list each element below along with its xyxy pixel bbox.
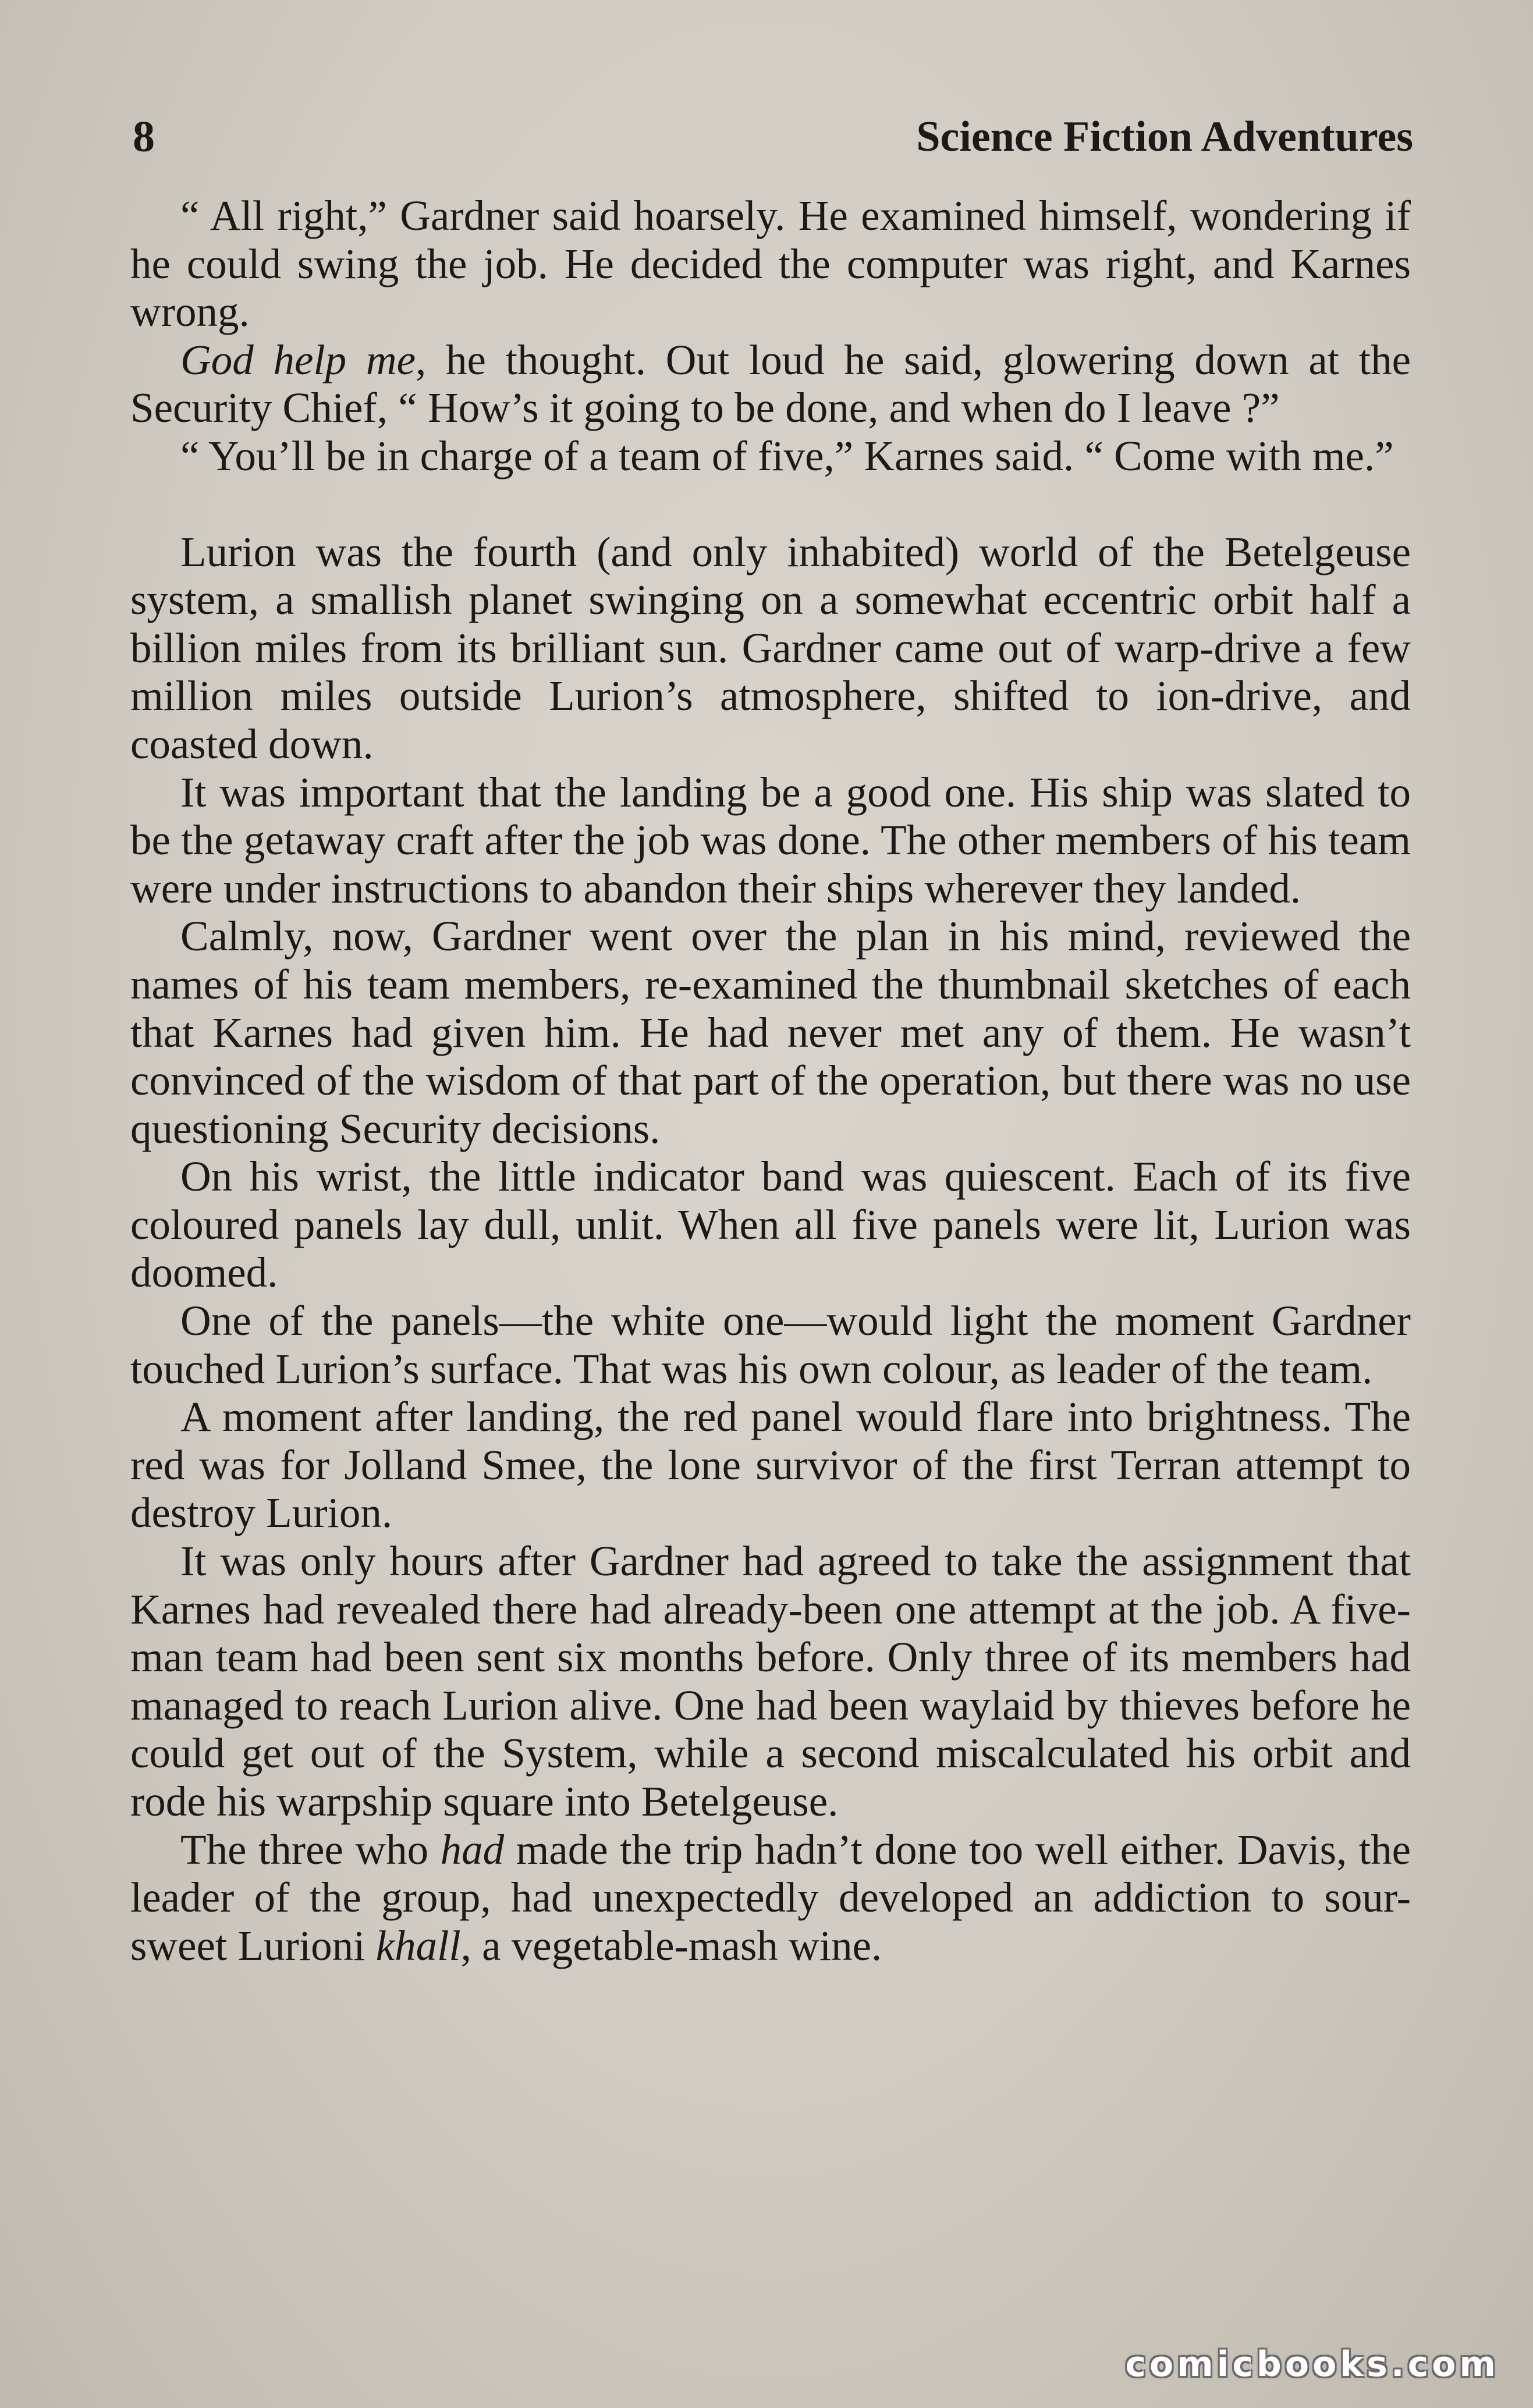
paragraph-11-italic-2: khall xyxy=(375,1922,461,1969)
running-head: Science Fiction Adventures xyxy=(916,113,1413,161)
paragraph-7 xyxy=(130,1153,1411,1297)
body-text xyxy=(130,192,1411,1970)
paragraph-5 xyxy=(130,769,1411,913)
paragraph-7-text: On his wrist, the little indicator band was quiescent. Each of its five coloured panels lay dull, unlit. When all five panels were lit, Lurion was doomed. xyxy=(130,1153,1411,1297)
paragraph-10-text: It was only hours after Gardner had agreed to take the assignment that Karnes had revealed there had already-been one attempt at the job. A five-man team had been sent six months before. Only three of its members had managed to reach Lurion alive. One had been waylaid by thieves before he could get out of the System, while a second miscalculated his orbit and rode his warpship square into Betelgeuse. xyxy=(130,1537,1411,1825)
paragraph-4-text: Lurion was the fourth (and only inhabited) world of the Betelgeuse system, a smallish planet swinging on a somewhat eccentric orbit half a billion miles from its brilliant sun. Gardner came out of warp-drive a few million miles outside Lurion’s atmosphere, shifted to ion-drive, and coasted down. xyxy=(130,528,1411,768)
paragraph-10 xyxy=(130,1537,1411,1826)
paragraph-2-text: , he thought. Out loud he said, glowering down at the Security Chief, “ How’s it going to be done, and when do I leave ?” xyxy=(130,336,1411,432)
paragraph-6 xyxy=(130,912,1411,1153)
paragraph-6-text: Calmly, now, Gardner went over the plan in his mind, reviewed the names of his team members, re-examined the thumbnail sketches of each that Karnes had given him. He had never met any of them. He wasn’t convinced of the wisdom of that part of the operation, but there was no use questioning Security decisions. xyxy=(130,912,1411,1152)
paragraph-3-text: “ You’ll be in charge of a team of five,” Karnes said. “ Come with me.” xyxy=(180,432,1394,480)
paragraph-4 xyxy=(130,528,1411,769)
paragraph-11-tail: , a vegetable-mash wine. xyxy=(460,1922,882,1969)
paragraph-11 xyxy=(130,1826,1411,1970)
paragraph-11-pre: The three who xyxy=(180,1825,441,1873)
page-header xyxy=(133,105,1413,169)
paragraph-11-text: made the trip hadn’t done too well either. Davis, the leader of the group, had unexpectedly developed an addiction to sour-sweet Lurioni xyxy=(130,1825,1411,1969)
paragraph-5-text: It was important that the landing be a good one. His ship was slated to be the getaway craft after the job was done. The other members of his team were under instructions to abandon their ships wherever they landed. xyxy=(130,768,1411,912)
paragraph-3 xyxy=(130,432,1411,481)
paragraph-2 xyxy=(130,336,1411,432)
paragraph-1-text: “ All right,” Gardner said hoarsely. He examined himself, wondering if he could swing the job. He decided the computer was right, and Karnes wrong. xyxy=(130,192,1411,336)
paragraph-1 xyxy=(130,192,1411,336)
page-number: 8 xyxy=(133,112,155,161)
paragraph-11-italic: had xyxy=(440,1825,505,1873)
paragraph-2-italic: God help me xyxy=(180,336,416,383)
paragraph-8 xyxy=(130,1297,1411,1393)
watermark-logo: comicbooks.com xyxy=(1125,2344,1499,2385)
paragraph-9 xyxy=(130,1393,1411,1537)
paragraph-9-text: A moment after landing, the red panel would flare into brightness. The red was for Jolland Smee, the lone survivor of the first Terran attempt to destroy Lurion. xyxy=(130,1393,1411,1537)
paragraph-8-text: One of the panels—the white one—would light the moment Gardner touched Lurion’s surface. That was his own colour, as leader of the team. xyxy=(130,1297,1411,1393)
